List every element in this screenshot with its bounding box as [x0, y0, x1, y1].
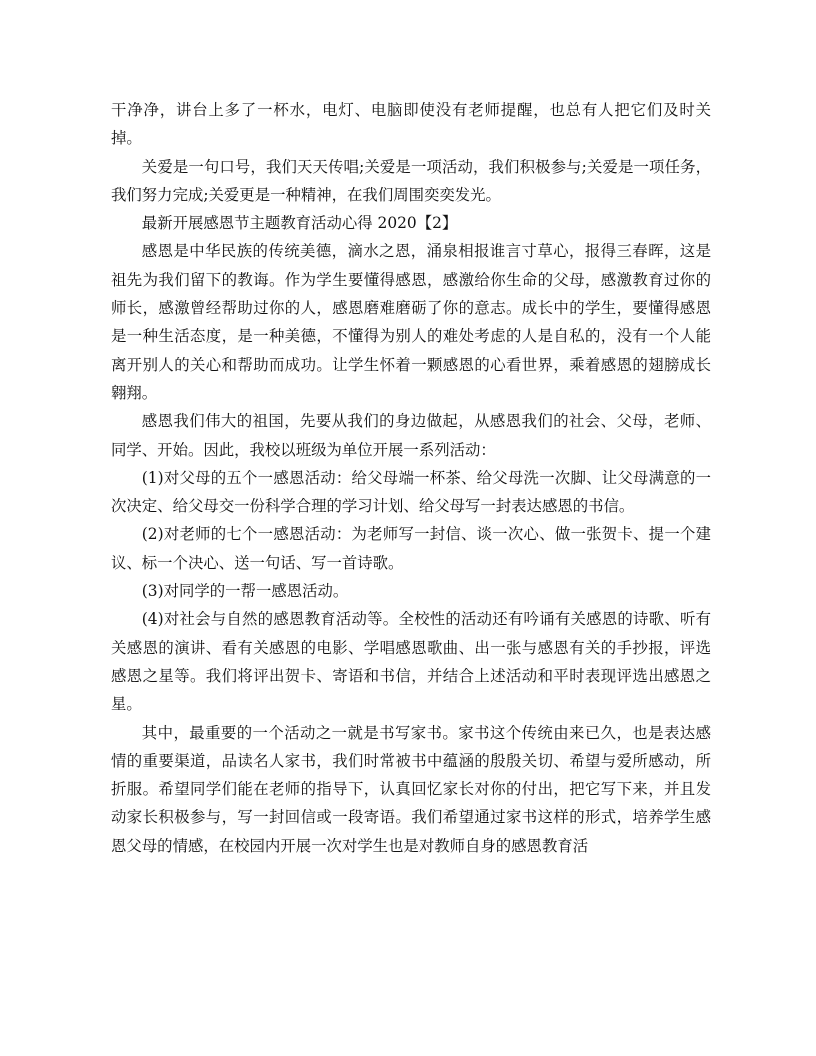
list-item-parents: (1)对父母的五个一感恩活动：给父母端一杯茶、给父母洗一次脚、让父母满意的一次决定、给父母交一份科学合理的学习计划、给父母写一封表达感恩的书信。	[111, 468, 711, 516]
document-body	[111, 96, 711, 860]
paragraph-motherland: 感恩我们伟大的祖国，先要从我们的身边做起，从感恩我们的社会、父母，老师、同学、开始。因此，我校以班级为单位开展一系列活动：	[111, 412, 711, 459]
paragraph-gratitude-intro: 感恩是中华民族的传统美德，滴水之恩，涌泉相报谁言寸草心，报得三春晖，这是祖先为我们留下的教诲。作为学生要懂得感恩，感激给你生命的父母，感激教育过你的师长，感激曾经帮助过你的人，感恩磨难磨砺了你的意志。成长中的学生，要懂得感恩是一种生活态度，是一种美德，不懂得为别人的难处考虑的人是自私的，没有一个人能离开别人的关心和帮助而成功。让学生怀着一颗感恩的心看世界，乘着感恩的翅膀成长翱翔。	[111, 242, 711, 402]
paragraph-care: 关爱是一句口号，我们天天传唱;关爱是一项活动，我们积极参与;关爱是一项任务，我们努力完成;关爱更是一种精神，在我们周围奕奕发光。	[111, 157, 711, 204]
list-item-society: (4)对社会与自然的感恩教育活动等。全校性的活动还有吟诵有关感恩的诗歌、听有关感恩的演讲、看有关感恩的电影、学唱感恩歌曲、出一张与感恩有关的手抄报，评选感恩之星等。我们将评出贺卡、寄语和书信，并结合上述活动和平时表现评选出感恩之星。	[111, 610, 711, 714]
section-heading: 最新开展感恩节主题教育活动心得 2020【2】	[141, 214, 458, 233]
paragraph-continuation: 干净净，讲台上多了一杯水，电灯、电脑即使没有老师提醒，也总有人把它们及时关掉。	[111, 101, 711, 148]
list-item-classmates: (3)对同学的一帮一感恩活动。	[141, 582, 349, 601]
list-item-teachers: (2)对老师的七个一感恩活动：为老师写一封信、谈一次心、做一张贺卡、提一个建议、标一个决心、送一句话、写一首诗歌。	[111, 525, 711, 572]
paragraph-family-letters: 其中，最重要的一个活动之一就是书写家书。家书这个传统由来已久，也是表达感情的重要渠道，品读名人家书，我们时常被书中蕴涵的殷殷关切、希望与爱所感动，所折服。希望同学们能在老师的指导下，认真回忆家长对你的付出，把它写下来，并且发动家长积极参与，写一封回信或一段寄语。我们希望通过家书这样的形式，培养学生感恩父母的情感，在校园内开展一次对学生也是对教师自身的感恩教育活	[111, 723, 711, 855]
